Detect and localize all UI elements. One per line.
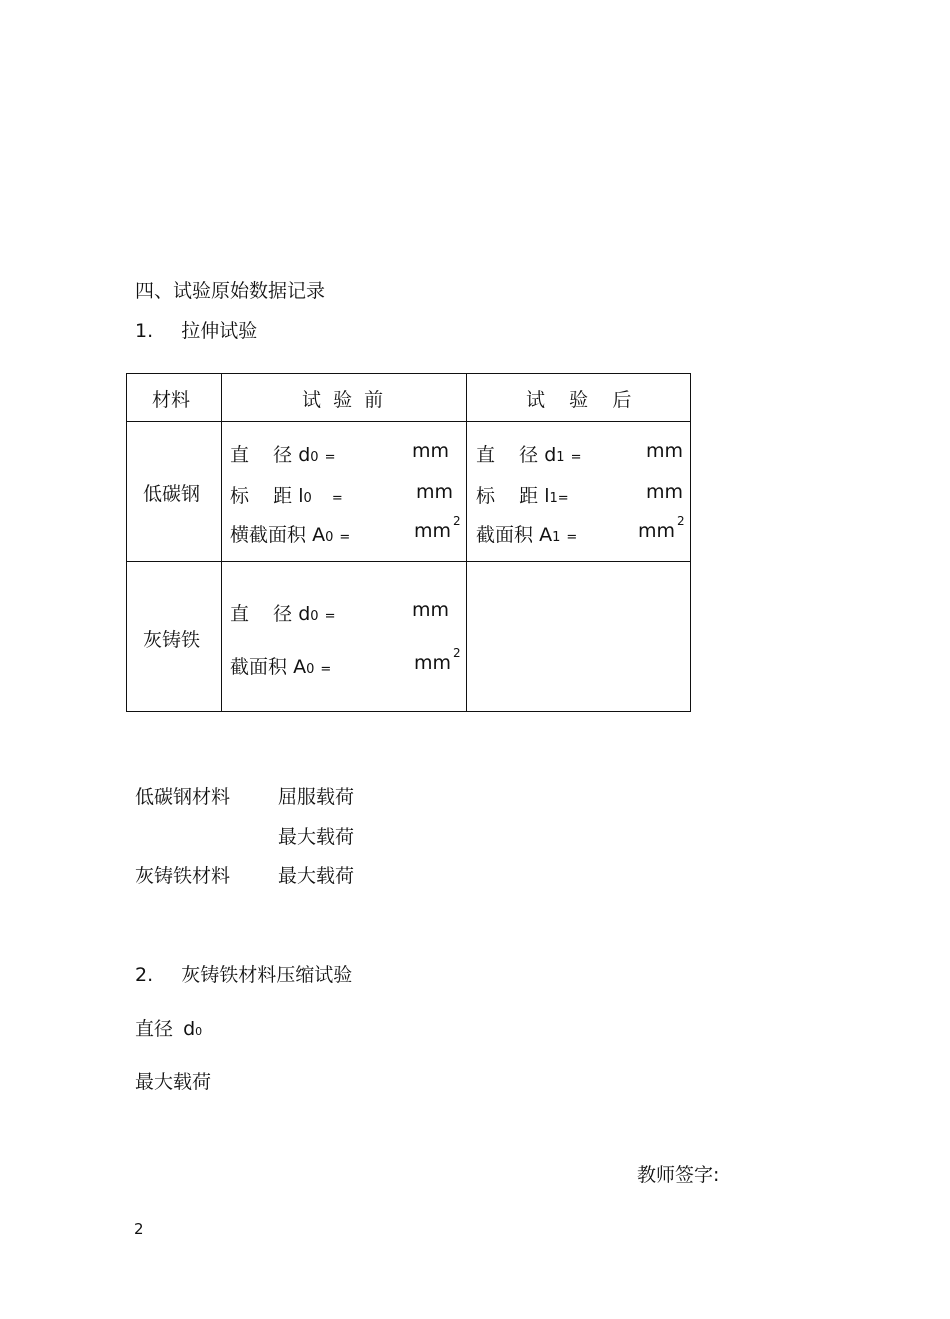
header-after: 试 验 后 — [526, 389, 632, 411]
steel-before-gauge-length — [230, 481, 456, 508]
steel-yield-load: 屈服载荷 — [278, 786, 355, 808]
field-unit: mm — [412, 599, 450, 621]
subsection-2-number: 2. — [135, 964, 154, 986]
unit-text: mm — [414, 520, 452, 542]
field-symbol: l — [544, 485, 550, 507]
table-header-divider — [126, 421, 691, 422]
steel-after-cross-section — [476, 514, 685, 547]
field-label: 截面积 — [476, 524, 534, 546]
table-col-divider-2 — [466, 373, 467, 712]
steel-max-load: 最大载荷 — [278, 826, 355, 848]
header-before: 试 验 前 — [302, 389, 384, 411]
table-border-top — [126, 373, 691, 374]
field-unit — [638, 514, 685, 542]
field-unit: mm — [646, 481, 684, 503]
iron-max-load: 最大载荷 — [278, 865, 355, 887]
field-label: 标 距 — [476, 485, 539, 507]
subsection-1-number: 1. — [135, 320, 154, 342]
field-subscript: 0 — [310, 450, 319, 465]
field-equals: = — [557, 491, 569, 506]
unit-text: mm — [414, 652, 452, 674]
field-label: 直 径 — [476, 444, 539, 466]
field-subscript: 1 — [552, 530, 561, 545]
field-label: 横截面积 — [230, 524, 307, 546]
field-symbol: d — [544, 444, 557, 466]
field-subscript: 0 — [325, 530, 334, 545]
compression-diameter-symbol: d — [183, 1018, 196, 1040]
subsection-2-heading — [135, 960, 352, 987]
field-equals: = — [324, 609, 336, 624]
unit-superscript: 2 — [677, 514, 685, 528]
field-symbol: A — [312, 524, 326, 546]
header-material: 材料 — [152, 389, 191, 411]
subsection-1-heading — [135, 316, 257, 343]
tensile-test-table — [126, 373, 690, 712]
field-symbol: A — [293, 656, 307, 678]
steel-before-diameter — [230, 440, 456, 467]
field-symbol: d — [298, 603, 311, 625]
field-label: 截面积 — [230, 656, 288, 678]
field-label: 标 距 — [230, 485, 293, 507]
table-border-bottom — [126, 711, 691, 712]
unit-superscript: 2 — [453, 646, 461, 660]
field-unit: mm — [646, 440, 684, 462]
field-symbol: d — [298, 444, 311, 466]
steel-load-label: 低碳钢材料 — [135, 786, 231, 808]
compression-diameter-subscript: 0 — [195, 1025, 203, 1038]
iron-before-cross-section — [230, 646, 461, 679]
field-subscript: 1 — [549, 491, 558, 506]
steel-before-cross-section — [230, 514, 461, 547]
field-equals: = — [324, 450, 336, 465]
field-subscript: 0 — [310, 609, 319, 624]
steel-after-diameter — [476, 440, 682, 467]
field-subscript: 1 — [556, 450, 565, 465]
table-col-divider-1 — [221, 373, 222, 712]
field-unit — [414, 646, 461, 674]
field-label: 直 径 — [230, 444, 293, 466]
field-symbol: l — [298, 485, 304, 507]
field-subscript: 0 — [303, 491, 312, 506]
field-unit: mm — [412, 440, 450, 462]
row-material-iron: 灰铸铁 — [143, 629, 201, 651]
field-equals: = — [331, 491, 343, 506]
compression-max-load: 最大载荷 — [135, 1071, 212, 1093]
subsection-2-title: 灰铸铁材料压缩试验 — [181, 964, 353, 986]
compression-diameter — [135, 1014, 202, 1041]
field-subscript: 0 — [306, 662, 315, 677]
table-border-right — [690, 373, 691, 712]
field-symbol: A — [539, 524, 553, 546]
field-equals: = — [566, 530, 578, 545]
row-material-steel: 低碳钢 — [143, 483, 201, 505]
field-unit: mm — [416, 481, 454, 503]
field-equals: = — [570, 450, 582, 465]
compression-diameter-label: 直径 — [135, 1018, 174, 1040]
iron-before-diameter — [230, 599, 456, 626]
section-heading: 四、试验原始数据记录 — [135, 280, 326, 302]
table-border-left — [126, 373, 127, 712]
field-equals: = — [320, 662, 332, 677]
teacher-signature-label: 教师签字: — [637, 1164, 720, 1186]
field-equals: = — [339, 530, 351, 545]
page-number: 2 — [134, 1220, 144, 1238]
field-unit — [414, 514, 461, 542]
unit-superscript: 2 — [453, 514, 461, 528]
table-row-divider — [126, 561, 691, 562]
unit-text: mm — [638, 520, 676, 542]
subsection-1-title: 拉伸试验 — [181, 320, 258, 342]
iron-load-label: 灰铸铁材料 — [135, 865, 231, 887]
field-label: 直 径 — [230, 603, 293, 625]
steel-after-gauge-length — [476, 481, 682, 508]
